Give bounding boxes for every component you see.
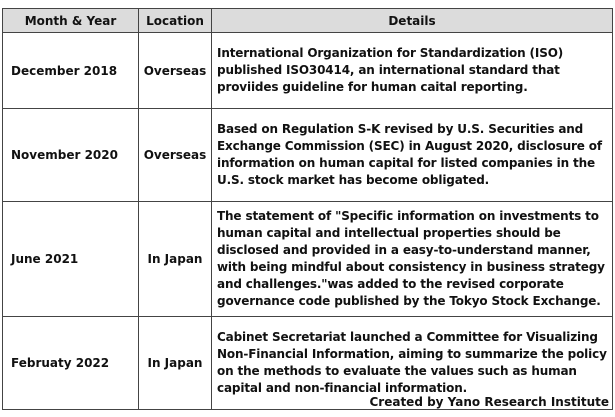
header-row (3, 9, 613, 33)
row-details: Based on Regulation S-K revised by U.S. Securities and Exchange Commission (SEC) in August 2020, disclosure of information on human capital for listed companies in the U.S. stock market has become obligated. (212, 109, 613, 202)
table-row (3, 33, 613, 109)
header-location: Location (139, 9, 212, 33)
row-location: In Japan (139, 317, 212, 410)
row-date: Februaty 2022 (3, 317, 139, 410)
row-date: November 2020 (3, 109, 139, 202)
table-row (3, 109, 613, 202)
row-location: Overseas (139, 109, 212, 202)
table-row (3, 202, 613, 317)
row-details: The statement of "Specific information on investments to human capital and intellectual properties should be disclosed and provided in a easy-to-understand manner, with being mindful about consistency in business strategy and challenges."was added to the revised corporate governance code published by the Tokyo Stock Exchange. (212, 202, 613, 317)
row-details: International Organization for Standardization (ISO) published ISO30414, an international standard that proviides guideline for human caital reporting. (212, 33, 613, 109)
timeline-table (2, 8, 613, 410)
row-location: Overseas (139, 33, 212, 109)
row-details: Cabinet Secretariat launched a Committee for Visualizing Non-Financial Information, aiming to summarize the policy on the methods to evaluate the values such as human capital and non-financial information. (212, 317, 613, 410)
row-date: December 2018 (3, 33, 139, 109)
row-location: In Japan (139, 202, 212, 317)
header-details: Details (212, 9, 613, 33)
source-credit: Created by Yano Research Institute (369, 395, 609, 409)
header-month-year: Month & Year (3, 9, 139, 33)
row-date: June 2021 (3, 202, 139, 317)
